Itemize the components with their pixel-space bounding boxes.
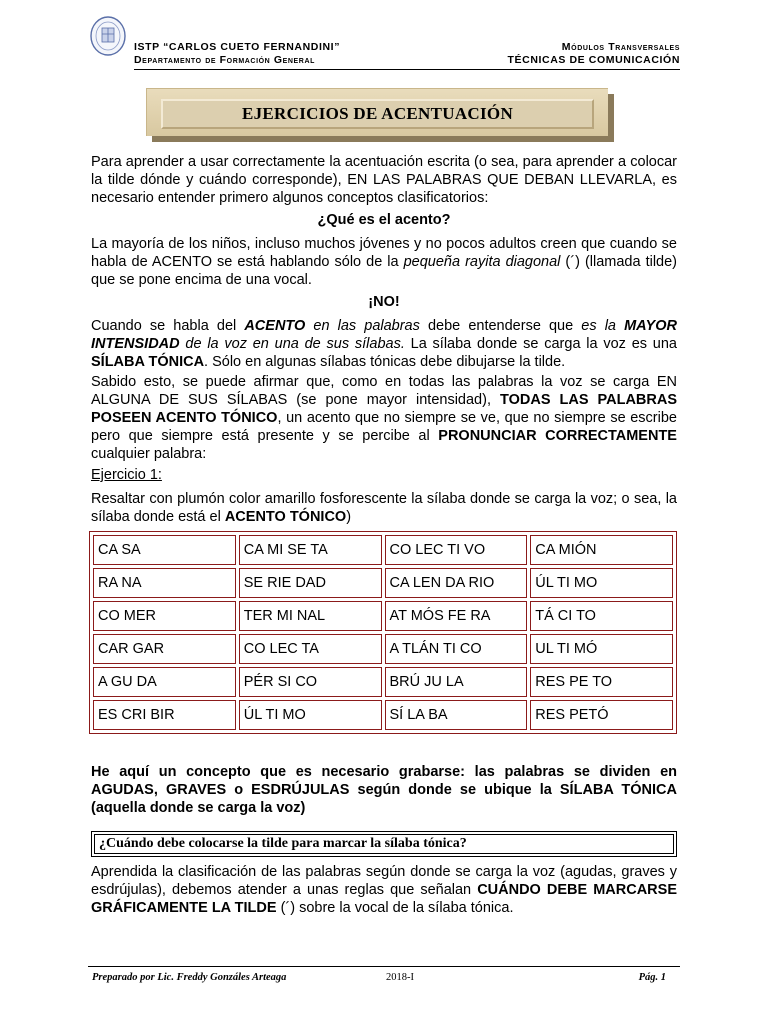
intro-text: Para aprender a usar correctamente la acentuación escrita (o sea, para aprender a colocar la tilde dónde y cuándo corresponde), EN LAS PALABRAS QUE DEBAN LLEVARLA, es necesario entender primero algunos conceptos clasificatorios: [91,154,677,206]
table-cell: ES CRI BIR [93,700,236,730]
table-cell: A TLÁN TI CO [385,634,528,664]
department-name: Departamento de Formación General [134,54,315,66]
p6-text-a: Aprendida la clasificación de las palabras según donde se carga la voz (agudas, graves y esdrújulas), debemos atender a unas reglas que señalan [91,864,677,898]
p3-text-a: Cuando se habla del [91,318,245,334]
syllable-table [89,531,677,734]
p3-text-j: . Sólo en algunas sílabas tónicas debe dibujarse la tilde. [204,354,566,370]
paragraph-tonic-accent [91,373,677,463]
table-cell: RES PE TO [530,667,673,697]
p5-bold-b: ACENTO TÓNICO [224,509,347,525]
table-row [93,634,673,664]
page-title: EJERCICIOS DE ACENTUACIÓN [241,104,514,123]
institution-logo [88,14,128,58]
table-cell: CA MI SE TA [239,535,382,565]
no-exclamation: ¡NO! [368,294,400,310]
p2-text-italic: pequeña rayita diagonal [403,254,561,270]
intro-paragraph [91,153,677,207]
p3-text-d: debe entenderse que [419,318,582,334]
table-row [93,568,673,598]
title-banner [146,88,608,136]
footer-author: Preparado por Lic. Freddy Gonzáles Arteaga [92,972,287,983]
page-header [88,14,680,70]
table-row [93,700,673,730]
paragraph-accent-definition [91,317,677,371]
table-cell: TER MI NAL [239,601,382,631]
table-cell: CAR GAR [93,634,236,664]
table-cell: BRÚ JU LA [385,667,528,697]
table-cell: ÚL TI MO [530,568,673,598]
exercise-instructions [91,490,677,526]
table-cell: ÚL TI MO [239,700,382,730]
header-right [508,41,680,67]
table-cell: CO LEC TA [239,634,382,664]
paragraph-rules [91,863,677,917]
table-cell: CO LEC TI VO [385,535,528,565]
header-rule [134,69,680,70]
table-cell: AT MÓS FE RA [385,601,528,631]
table-cell: UL TI MÓ [530,634,673,664]
table-cell: CO MER [93,601,236,631]
footer-page-number: Pág. 1 [638,972,666,983]
question-what-is-accent: ¿Qué es el acento? [317,212,451,228]
table-cell: RA NA [93,568,236,598]
p4-bold-b: TODAS LAS PALABRAS POSEEN ACENTO TÓNICO [91,392,677,426]
table-cell: CA MIÓN [530,535,673,565]
p3-text-e: es la [581,318,625,334]
p2-text-c: (´) (llamada tilde) que se pone encima de una vocal. [91,254,678,288]
table-cell: SÍ LA BA [385,700,528,730]
table-cell: CA LEN DA RIO [385,568,528,598]
p6-bold-b: CUÁNDO DEBE MARCARSE GRÁFICAMENTE LA TILDE [91,882,677,916]
table-row [93,667,673,697]
p3-text-g: de la voz en una de sus sílabas. [179,336,405,352]
page-footer [88,966,680,986]
table-cell: TÁ CI TO [530,601,673,631]
institution-name: ISTP “CARLOS CUETO FERNANDINI” [134,41,341,53]
p4-text-a: Sabido esto, se puede afirmar que, como en todas las palabras la voz se carga EN ALGUNA DE SUS SÍLABAS (se pone mayor intensidad), [91,374,677,408]
question-box-inner [94,834,674,854]
p5-text-c: ) [346,509,352,525]
p4-bold-d: PRONUNCIAR CORRECTAMENTE [438,428,677,444]
p5-text-a: Resaltar con plumón color amarillo fosforescente la sílaba donde se carga la voz; o sea, la sílaba donde está el [91,491,677,525]
table-row [93,601,673,631]
table-cell: CA SA [93,535,236,565]
p4-text-c: , un acento que no siempre se ve, que no siempre se escribe pero que siempre está presente y se percibe al [91,410,677,444]
paragraph-misconception [91,235,677,289]
table-row [93,535,673,565]
subject-label: TÉCNICAS DE COMUNICACIÓN [507,54,680,66]
modules-label: Módulos Transversales [561,41,680,53]
p4-text-e: cualquier palabra: [91,446,207,462]
p3-text-h: La sílaba donde se carga la voz es una [404,336,677,352]
table-cell: SE RIE DAD [239,568,382,598]
p3-silaba-tonica: SÍLABA TÓNICA [91,354,205,370]
p2-text-a: La mayoría de los niños, incluso muchos jóvenes y no pocos adultos creen que cuando se habla de ACENTO se está hablando sólo de la [91,236,677,270]
concept-text: He aquí un concepto que es necesario grabarse: las palabras se dividen en AGUDAS, GRAVES o ESDRÚJULAS según donde se ubique la SÍLABA TÓNICA (aquella donde se carga la voz) [91,764,677,816]
title-banner-inner [161,99,594,129]
p3-in-words: en las palabras [305,318,420,334]
concept-paragraph [91,763,677,817]
table-cell: A GU DA [93,667,236,697]
exercise-label: Ejercicio 1: [91,467,162,483]
question-when-tilde: ¿Cuándo debe colocarse la tilde para marcar la sílaba tónica? [99,836,467,851]
p3-mayor-intensidad: MAYOR INTENSIDAD [91,318,677,352]
table-cell: RES PETÓ [530,700,673,730]
footer-term: 2018-I [386,972,414,983]
p3-accent: ACENTO [244,318,306,334]
table-cell: PÉR SI CO [239,667,382,697]
header-left [134,41,340,67]
question-box [91,831,677,857]
p6-text-c: (´) sobre la vocal de la sílaba tónica. [276,900,514,916]
